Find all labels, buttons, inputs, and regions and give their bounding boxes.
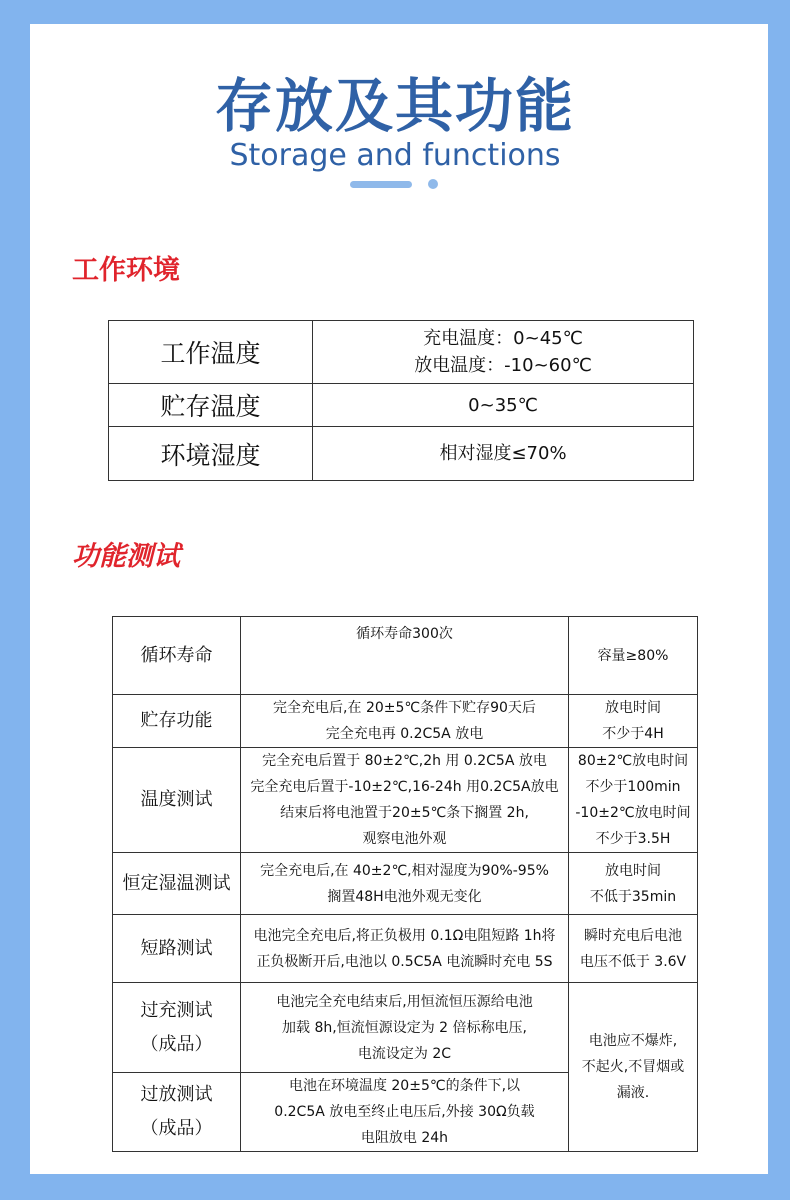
env-value-line: 充电温度：0~45℃ xyxy=(423,328,583,349)
test-result xyxy=(569,983,698,1152)
test-name-line: 短路测试 xyxy=(140,937,213,959)
test-name-line: 贮存功能 xyxy=(140,710,213,731)
test-result xyxy=(569,853,698,915)
section-title-function-test: 功能测试 xyxy=(72,541,180,572)
env-label: 工作温度 xyxy=(109,321,313,384)
test-result-line: 放电时间 xyxy=(605,862,661,879)
test-condition-line: 电流设定为 2C xyxy=(357,1045,452,1062)
test-condition-line: 观察电池外观 xyxy=(362,831,447,847)
test-condition-line: 搁置48H电池外观无变化 xyxy=(327,888,482,905)
test-condition xyxy=(241,617,569,695)
test-condition-line: 完全充电后置于 80±2℃,2h 用 0.2C5A 放电 xyxy=(262,753,547,769)
test-result-line: 不少于3.5H xyxy=(595,831,671,847)
test-result xyxy=(569,695,698,748)
table-row xyxy=(113,983,698,1073)
env-value-line: 放电温度：-10~60℃ xyxy=(414,355,592,376)
test-condition xyxy=(241,915,569,983)
test-name-line: 过充测试 xyxy=(140,999,213,1021)
env-label: 环境湿度 xyxy=(109,427,313,481)
test-name xyxy=(113,617,241,695)
table-row xyxy=(113,748,698,853)
environment-table xyxy=(108,320,694,481)
test-condition-line: 完全充电后,在 40±2℃,相对湿度为90%-95% xyxy=(260,862,549,879)
function-test-table xyxy=(112,616,698,1152)
env-value-line: 相对湿度≤70% xyxy=(439,443,567,464)
page-subtitle: Storage and functions xyxy=(229,138,561,173)
test-name xyxy=(113,1073,241,1152)
test-condition-line: 电池完全充电后,将正负极用 0.1Ω电阻短路 1h将 xyxy=(253,927,556,944)
table-row xyxy=(113,915,698,983)
test-result-line: 放电时间 xyxy=(605,700,661,716)
test-name xyxy=(113,748,241,853)
test-condition xyxy=(241,853,569,915)
test-condition-line: 完全充电后置于-10±2℃,16-24h 用0.2C5A放电 xyxy=(250,779,559,795)
test-result-line: 电压不低于 3.6V xyxy=(579,953,687,970)
test-name-line: 恒定湿温测试 xyxy=(122,872,231,894)
test-condition-line: 加载 8h,恒流恒源设定为 2 倍标称电压, xyxy=(282,1019,527,1036)
test-result xyxy=(569,748,698,853)
title-decoration-line xyxy=(350,181,412,188)
test-name-line: 过放测试 xyxy=(140,1084,213,1105)
test-result-line: -10±2℃放电时间 xyxy=(575,805,691,821)
test-condition-line: 电池在环境温度 20±5℃的条件下,以 xyxy=(288,1078,521,1094)
table-row xyxy=(113,853,698,915)
test-condition-line: 电池完全充电结束后,用恒流恒压源给电池 xyxy=(276,993,533,1010)
test-result-line: 不少于100min xyxy=(585,779,681,795)
test-condition xyxy=(241,1073,569,1152)
env-value xyxy=(313,384,694,427)
test-result-line: 不低于35min xyxy=(589,888,677,905)
test-condition-line: 电阻放电 24h xyxy=(360,1130,449,1146)
test-name xyxy=(113,915,241,983)
test-result xyxy=(569,617,698,695)
table-row xyxy=(109,321,694,384)
table-row xyxy=(109,427,694,481)
title-decoration-dot xyxy=(428,179,438,189)
test-name-line: 温度测试 xyxy=(140,789,213,810)
page-title: 存放及其功能 xyxy=(214,72,575,140)
test-condition xyxy=(241,695,569,748)
test-result xyxy=(569,915,698,983)
test-result-line: 不少于4H xyxy=(602,726,664,742)
test-name-line: （成品） xyxy=(140,1118,213,1139)
test-condition-line: 正负极断开后,电池以 0.5C5A 电流瞬时充电 5S xyxy=(256,953,553,970)
table-row xyxy=(113,617,698,695)
env-value xyxy=(313,427,694,481)
test-condition-line: 完全充电再 0.2C5A 放电 xyxy=(325,726,484,742)
test-result-line: 80±2℃放电时间 xyxy=(577,753,689,769)
env-value xyxy=(313,321,694,384)
env-value-line: 0~35℃ xyxy=(468,394,538,416)
test-result-line: 漏液. xyxy=(616,1085,650,1101)
table-row xyxy=(113,695,698,748)
table-row xyxy=(109,384,694,427)
test-condition xyxy=(241,748,569,853)
env-label: 贮存温度 xyxy=(109,384,313,427)
test-result-line: 瞬时充电后电池 xyxy=(584,927,682,944)
test-name xyxy=(113,853,241,915)
test-condition-line: 循环寿命300次 xyxy=(356,626,453,642)
test-result-line: 电池应不爆炸, xyxy=(588,1033,678,1049)
test-condition-line: 完全充电后,在 20±5℃条件下贮存90天后 xyxy=(273,700,536,716)
test-name-line: （成品） xyxy=(140,1033,213,1055)
test-condition-line: 结束后将电池置于20±5℃条下搁置 2h, xyxy=(280,805,529,821)
test-name xyxy=(113,983,241,1073)
test-name-line: 循环寿命 xyxy=(140,644,213,666)
test-condition xyxy=(241,983,569,1073)
test-condition-line: 0.2C5A 放电至终止电压后,外接 30Ω负载 xyxy=(274,1104,535,1120)
test-result-line: 不起火,不冒烟或 xyxy=(581,1059,685,1075)
section-title-environment: 工作环境 xyxy=(72,255,180,286)
test-result-line: 容量≥80% xyxy=(597,647,669,664)
test-name xyxy=(113,695,241,748)
